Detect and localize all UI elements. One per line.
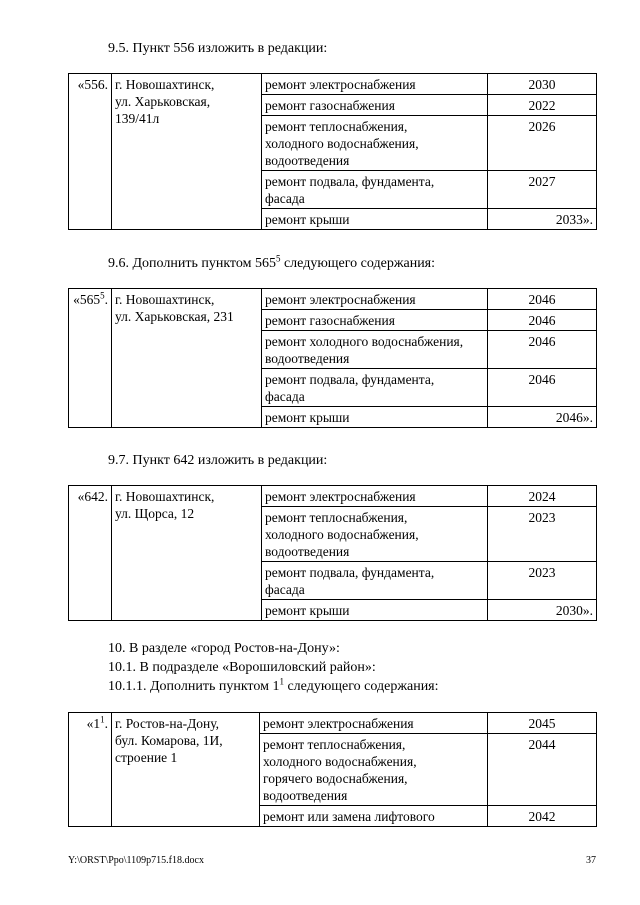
work-type: ремонт электроснабжения xyxy=(260,713,488,734)
work-type: ремонт подвала, фундамента, фасада xyxy=(262,369,488,407)
paragraph-9-5: 9.5. Пункт 556 изложить в редакции: xyxy=(108,41,328,56)
work-year: 2027 xyxy=(488,171,597,209)
work-year: 2023 xyxy=(488,562,597,600)
address-cell: г. Новошахтинск, ул. Харьковская, 139/41л xyxy=(112,74,262,230)
work-type: ремонт крыши xyxy=(262,600,488,621)
item-number: «$565^5$. xyxy=(69,289,112,428)
work-year: 2046 xyxy=(488,310,597,331)
address-cell: г. Новошахтинск, ул. Харьковская, 231 xyxy=(112,289,262,428)
work-type: ремонт электроснабжения xyxy=(262,74,488,95)
work-type: ремонт газоснабжения xyxy=(262,95,488,116)
item-number: «$1^1$. xyxy=(69,713,112,827)
work-type: ремонт теплоснабжения, холодного водоснабжения, водоотведения xyxy=(262,116,488,171)
work-year: 2046 xyxy=(488,331,597,369)
table-row xyxy=(69,713,597,734)
work-type: ремонт теплоснабжения, холодного водоснабжения, водоотведения xyxy=(262,507,488,562)
work-type: ремонт электроснабжения xyxy=(262,486,488,507)
work-year: 2026 xyxy=(488,116,597,171)
footer-file-path: Y:\ORST\Ppo\1109p715.f18.docx xyxy=(68,855,204,866)
work-year: 2042 xyxy=(488,806,597,827)
paragraph-10: 10. В разделе «город Ростов-на-Дону»: xyxy=(108,641,340,656)
paragraph-10-1: 10.1. В подразделе «Ворошиловский район»: xyxy=(108,660,376,675)
address-cell: г. Ростов-на-Дону, бул. Комарова, 1И, строение 1 xyxy=(112,713,260,827)
table-item-556 xyxy=(68,73,597,230)
work-year: 2046 xyxy=(488,289,597,310)
table-item-565-5 xyxy=(68,288,597,428)
work-year: 2023 xyxy=(488,507,597,562)
table-item-1-1 xyxy=(68,712,597,827)
address-cell: г. Новошахтинск, ул. Щорса, 12 xyxy=(112,486,262,621)
work-type: ремонт подвала, фундамента, фасада xyxy=(262,171,488,209)
work-type: ремонт газоснабжения xyxy=(262,310,488,331)
work-type: ремонт крыши xyxy=(262,407,488,428)
paragraph-9-6: 9.6. Дополнить пунктом $565^5$ следующего содержания: xyxy=(108,253,436,271)
work-year: 2030». xyxy=(488,600,597,621)
work-year: 2045 xyxy=(488,713,597,734)
work-year: 2022 xyxy=(488,95,597,116)
work-type: ремонт теплоснабжения, холодного водоснабжения, горячего водоснабжения, водоотведения xyxy=(260,734,488,806)
work-type: ремонт холодного водоснабжения, водоотведения xyxy=(262,331,488,369)
table-item-642 xyxy=(68,485,597,621)
item-number: «642. xyxy=(69,486,112,621)
page-number: 37 xyxy=(586,855,596,866)
work-type: ремонт электроснабжения xyxy=(262,289,488,310)
work-year: 2046 xyxy=(488,369,597,407)
work-year: 2030 xyxy=(488,74,597,95)
paragraph-9-7: 9.7. Пункт 642 изложить в редакции: xyxy=(108,453,328,468)
table-row xyxy=(69,289,597,310)
work-year: 2033». xyxy=(488,209,597,230)
table-row xyxy=(69,74,597,95)
paragraph-10-1-1: 10.1.1. Дополнить пунктом $1^1$ следующего содержания: xyxy=(108,676,439,694)
work-year: 2024 xyxy=(488,486,597,507)
table-row xyxy=(69,486,597,507)
item-number: «556. xyxy=(69,74,112,230)
work-year: 2046». xyxy=(488,407,597,428)
work-type: ремонт крыши xyxy=(262,209,488,230)
work-year: 2044 xyxy=(488,734,597,806)
work-type: ремонт подвала, фундамента, фасада xyxy=(262,562,488,600)
work-type: ремонт или замена лифтового xyxy=(260,806,488,827)
